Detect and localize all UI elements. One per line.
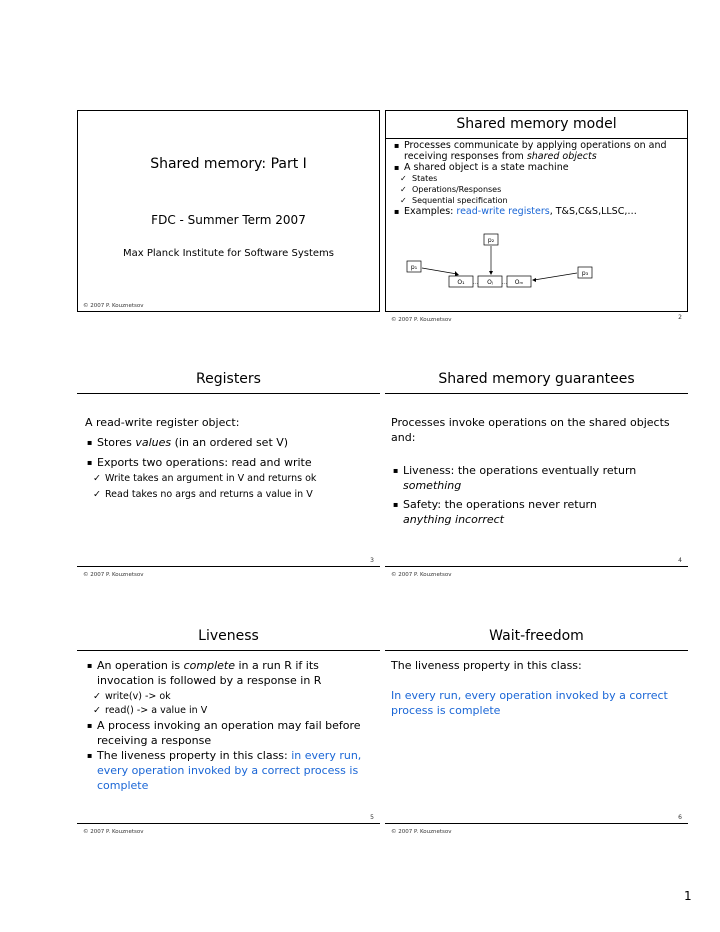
bullet: ▪ Safety: the operations never return anything incorrect: [391, 497, 682, 527]
object-ellipsis: …: [502, 280, 507, 286]
copyright: © 2007 P. Kouznetsov: [83, 572, 144, 578]
check-item: ✓ write(v) -> ok: [85, 690, 374, 704]
intro-text: Processes invoke operations on the shared objects and:: [391, 416, 670, 444]
bullet: ▪ A process invoking an operation may fail before receiving a response: [85, 718, 374, 748]
shared-memory-diagram: [385, 110, 688, 312]
bullet: ▪ Exports two operations: read and write: [85, 455, 374, 470]
slide-4: [385, 365, 688, 578]
object-om: Oₘ: [514, 279, 524, 286]
bullet: ▪ Processes communicate by applying operations on and receiving responses from shared objects: [392, 140, 682, 162]
slide-affiliation: Max Planck Institute for Software Systems: [123, 248, 334, 259]
bullet: ▪ An operation is complete in a run R if its invocation is followed by a response in R: [85, 658, 374, 688]
page-number: 1: [684, 889, 692, 903]
bullet: ▪ Stores values (in an ordered set V): [85, 435, 374, 450]
intro-text: A read-write register object:: [85, 416, 240, 429]
slide-subtitle: FDC - Summer Term 2007: [151, 213, 306, 227]
slide-title: Liveness: [198, 628, 259, 644]
bullet: ▪ A shared object is a state machine: [392, 162, 682, 173]
check-item: ✓ Read takes no args and returns a value in V: [85, 488, 374, 502]
definition-text: In every run, every operation invoked by a correct process is complete: [391, 689, 668, 717]
slide-5: [77, 622, 380, 835]
bullet: ▪ Liveness: the operations eventually return something: [391, 463, 682, 493]
process-p2: p₂: [487, 237, 495, 244]
slide-title: Shared memory: Part I: [150, 156, 307, 172]
bullet: ▪ The liveness property in this class: in every run, every operation invoked by a correct process is complete: [85, 748, 374, 793]
slide-6: [385, 622, 688, 835]
object-ellipsis: …: [473, 280, 478, 286]
object-o1: O₁: [457, 279, 465, 286]
slide-title: Wait-freedom: [489, 628, 584, 644]
object-oj: Oⱼ: [487, 279, 493, 286]
check-item: ✓ States: [392, 173, 682, 184]
slide-2: [385, 110, 688, 323]
slide-1: [77, 110, 380, 312]
slide-number: 6: [678, 814, 682, 821]
copyright: © 2007 P. Kouznetsov: [391, 572, 452, 578]
check-item: ✓ Operations/Responses: [392, 184, 682, 195]
slide-number: 2: [678, 314, 682, 321]
slide-title: Registers: [196, 371, 261, 387]
slide-number: 4: [678, 557, 682, 564]
check-item: ✓ Write takes an argument in V and returns ok: [85, 472, 374, 486]
intro-text: The liveness property in this class:: [391, 659, 582, 672]
slide-3: [77, 365, 380, 578]
process-p3: p₃: [581, 270, 589, 277]
check-item: ✓ read() -> a value in V: [85, 704, 374, 718]
copyright: © 2007 P. Kouznetsov: [83, 829, 144, 835]
copyright: © 2007 P. Kouznetsov: [391, 317, 452, 323]
process-p1: p₁: [410, 264, 418, 271]
slide-title: Shared memory model: [456, 116, 617, 132]
copyright: © 2007 P. Kouznetsov: [391, 829, 452, 835]
bullet: ▪ Examples: read-write registers, T&S,C&S,LLSC,…: [392, 206, 682, 217]
slide-number: 5: [370, 814, 374, 821]
copyright: © 2007 P. Kouznetsov: [83, 303, 144, 309]
slide-number: 3: [370, 557, 374, 564]
slide-title: Shared memory guarantees: [438, 371, 635, 387]
check-item: ✓ Sequential specification: [392, 195, 682, 206]
